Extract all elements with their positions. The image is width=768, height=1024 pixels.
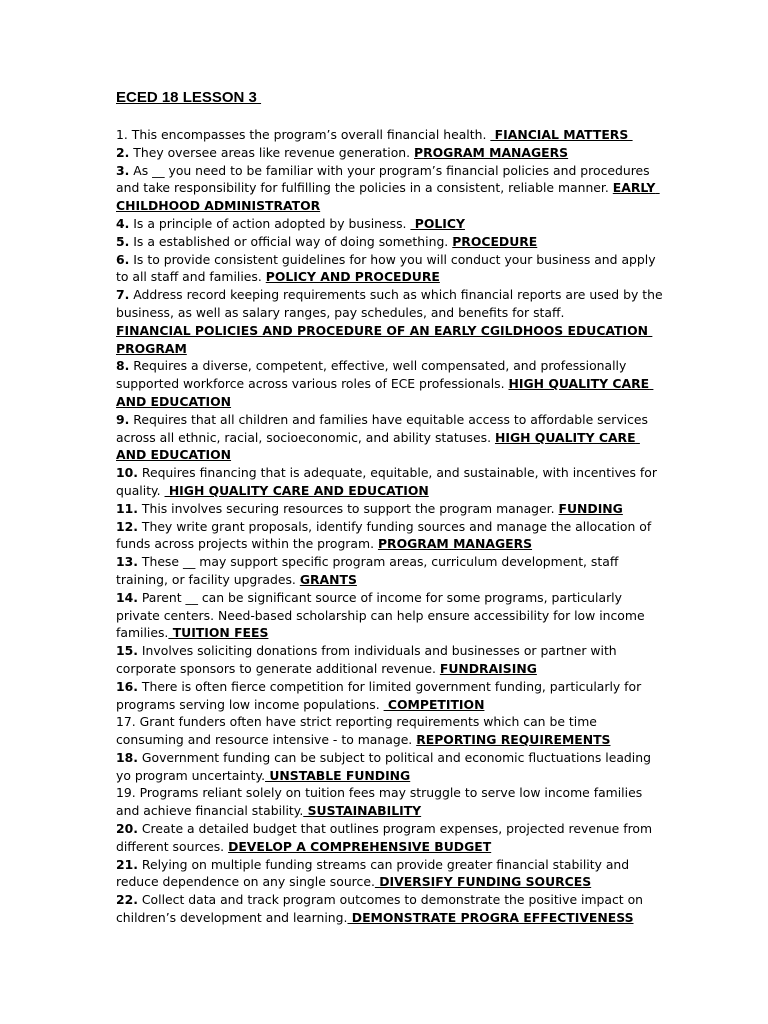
question-text: Parent __ can be significant source of income for some programs, particularly private centers. Need-based scholarship can help ensure accessibility for low income families. — [116, 589, 645, 641]
question-number: 5. — [116, 233, 130, 249]
answer-text: DEVELOP A COMPREHENSIVE BUDGET — [228, 838, 492, 854]
question-item — [116, 820, 664, 856]
answer-text: FUNDING — [558, 500, 623, 516]
answer-text: PROGRAM MANAGERS — [414, 144, 569, 160]
question-text: There is often fierce competition for limited government funding, particularly for programs serving low income populations. — [116, 678, 642, 712]
question-text: This involves securing resources to support the program manager. — [137, 500, 555, 516]
question-text: Involves soliciting donations from individuals and businesses or partner with corporate sponsors to generate additional revenue. — [116, 643, 617, 676]
question-item — [116, 286, 664, 357]
answer-text: HIGH QUALITY CARE AND EDUCATION — [116, 429, 640, 463]
question-item — [116, 856, 664, 892]
answer-text: TUITION FEES — [168, 625, 269, 641]
question-item — [116, 357, 664, 410]
answer-text: HIGH QUALITY CARE AND EDUCATION — [116, 376, 654, 409]
question-item — [116, 251, 664, 287]
question-item — [116, 162, 664, 215]
answer-text: UNSTABLE FUNDING — [265, 767, 411, 783]
question-text: Is a principle of action adopted by business. — [129, 215, 407, 231]
question-text: Relying on multiple funding streams can provide greater financial stability and reduce dependence on any single source. — [116, 856, 630, 890]
question-number: 13. — [116, 554, 138, 570]
question-text: They oversee areas like revenue generation. — [129, 144, 411, 160]
question-text: Collect data and track program outcomes to demonstrate the positive impact on children’s development and learning. — [116, 892, 644, 926]
question-item — [116, 233, 664, 251]
answer-text: FINANCIAL POLICIES AND PROCEDURE OF AN EARLY CGILDHOOS EDUCATION PROGRAM — [116, 322, 653, 356]
question-text: Requires that all children and families have equitable access to affordable services across all ethnic, racial, socioeconomic, and ability statuses. — [116, 411, 649, 445]
question-number: 22. — [116, 892, 138, 908]
question-number: 3. — [116, 162, 130, 178]
answer-text: DIVERSIFY FUNDING SOURCES — [374, 874, 592, 890]
question-number: 14. — [116, 589, 138, 605]
answer-text: PROCEDURE — [452, 233, 538, 249]
question-item — [116, 553, 664, 589]
question-item — [116, 518, 664, 554]
question-item — [116, 891, 664, 927]
question-number: 6. — [116, 251, 130, 267]
question-item — [116, 500, 664, 518]
question-list — [116, 126, 664, 927]
question-number: 7. — [116, 287, 130, 303]
answer-text: FUNDRAISING — [439, 660, 537, 676]
question-text: Is a established or official way of doing something. — [129, 233, 449, 249]
question-number: 21. — [116, 856, 138, 872]
question-number: 15. — [116, 643, 138, 659]
question-number: 9. — [116, 411, 130, 427]
answer-text: GRANTS — [299, 571, 357, 587]
question-item — [116, 784, 664, 820]
question-item — [116, 144, 664, 162]
question-number: 8. — [116, 358, 130, 374]
answer-text: POLICY AND PROCEDURE — [265, 269, 440, 285]
question-number: 2. — [116, 144, 130, 160]
question-text: Requires financing that is adequate, equitable, and sustainable, with incentives for quality. — [116, 465, 657, 498]
question-text: Programs reliant solely on tuition fees may struggle to serve low income families and achieve financial stability. — [116, 785, 643, 819]
answer-text: REPORTING REQUIREMENTS — [416, 732, 611, 748]
question-number: 12. — [116, 518, 138, 534]
question-text: Address record keeping requirements such as which financial reports are used by the business, as well as salary ranges, pay schedules, and benefits for staff. — [116, 287, 663, 320]
question-number: 16. — [116, 678, 138, 694]
question-text: Is to provide consistent guidelines for how you will conduct your business and apply to all staff and families. — [116, 251, 656, 285]
question-number: 10. — [116, 465, 138, 481]
question-number: 4. — [116, 215, 130, 231]
question-item — [116, 749, 664, 785]
answer-text: PROGRAM MANAGERS — [377, 536, 533, 552]
answer-text: HIGH QUALITY CARE AND EDUCATION — [164, 482, 429, 498]
question-number: 1. — [116, 127, 128, 142]
question-item — [116, 589, 664, 642]
page-title: ECED 18 LESSON 3 — [116, 89, 262, 106]
answer-text: EARLY CHILDHOOD ADMINISTRATOR — [116, 180, 660, 214]
question-number: 19. — [116, 785, 136, 801]
question-item — [116, 642, 664, 678]
question-text: They write grant proposals, identify funding sources and manage the allocation of funds across projects within the program. — [116, 518, 652, 552]
question-item — [116, 126, 664, 144]
answer-text: POLICY — [410, 215, 465, 231]
question-item — [116, 678, 664, 714]
question-number: 11. — [116, 500, 138, 516]
question-text: This encompasses the program’s overall financial health. — [127, 127, 487, 142]
question-item — [116, 713, 664, 749]
question-text: These __ may support specific program areas, curriculum development, staff training, or facility upgrades. — [116, 554, 619, 587]
question-item — [116, 215, 664, 233]
answer-text: SUSTAINABILITY — [303, 803, 422, 819]
question-text: Government funding can be subject to political and economic fluctuations leading yo program uncertainty. — [116, 749, 651, 783]
answer-text: DEMONSTRATE PROGRA EFFECTIVENESS — [347, 910, 634, 926]
question-text: Grant funders often have strict reporting requirements which can be time consuming and resource intensive - to manage. — [116, 714, 597, 748]
question-text: Requires a diverse, competent, effective, well compensated, and professionally supported workforce across various roles of ECE professionals. — [116, 358, 627, 392]
question-item — [116, 411, 664, 464]
question-text: Create a detailed budget that outlines program expenses, projected revenue from different sources. — [116, 821, 653, 854]
question-text: As __ you need to be familiar with your program’s financial policies and procedures and take responsibility for fulfilling the policies in a consistent, reliable manner. — [116, 162, 650, 196]
question-item — [116, 464, 664, 500]
answer-text: COMPETITION — [383, 696, 485, 712]
question-number: 20. — [116, 821, 138, 837]
question-number: 18. — [116, 749, 138, 765]
answer-text: FIANCIAL MATTERS — [490, 127, 633, 142]
question-number: 17. — [116, 714, 136, 730]
